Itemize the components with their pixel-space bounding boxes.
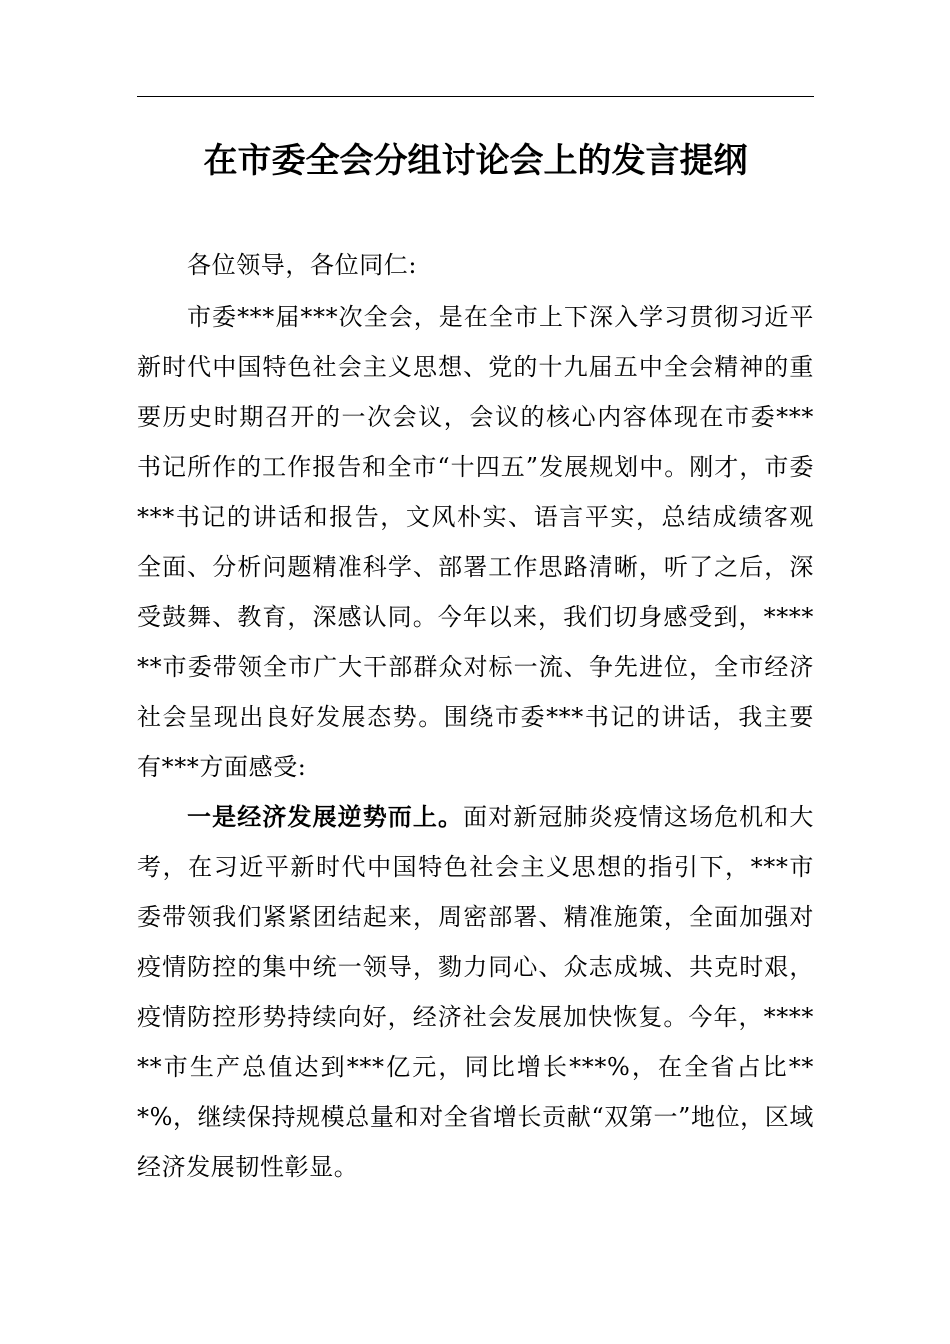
paragraph-economy xyxy=(137,792,814,1192)
salutation: 各位领导，各位同仁: xyxy=(187,251,418,279)
paragraph-lead: 一是经济发展逆势而上。 xyxy=(187,802,464,831)
paragraph-text: 市委***届***次全会，是在全市上下深入学习贯彻习近平新时代中国特色社会主义思想、党的十九届五中全会精神的重要历史时期召开的一次会议，会议的核心内容体现在市委***书记所作的工作报告和全市“十四五”发展规划中。刚才，市委***书记的讲话和报告，文风朴实、语言平实，总结成绩客观全面、分析问题精准科学、部署工作思路清晰，听了之后，深受鼓舞、教育，深感认同。今年以来，我们切身感受到，******市委带领全市广大干部群众对标一流、争先进位，全市经济社会呈现出良好发展态势。围绕市委***书记的讲话，我主要有***方面感受: xyxy=(137,303,814,781)
paragraph-text: 面对新冠肺炎疫情这场危机和大考，在习近平新时代中国特色社会主义思想的指引下，***市委带领我们紧紧团结起来，周密部署、精准施策，全面加强对疫情防控的集中统一领导，勠力同心、众志成城、共克时艰，疫情防控形势持续向好，经济社会发展加快恢复。今年，******市生产总值达到***亿元，同比增长***%，在全省占比***%，继续保持规模总量和对全省增长贡献“双第一”地位，区域经济发展韧性彰显。 xyxy=(137,803,814,1181)
header-rule xyxy=(137,96,814,97)
document-title: 在市委全会分组讨论会上的发言提纲 xyxy=(203,141,748,181)
document-body xyxy=(137,240,814,1192)
paragraph-intro xyxy=(137,292,814,792)
